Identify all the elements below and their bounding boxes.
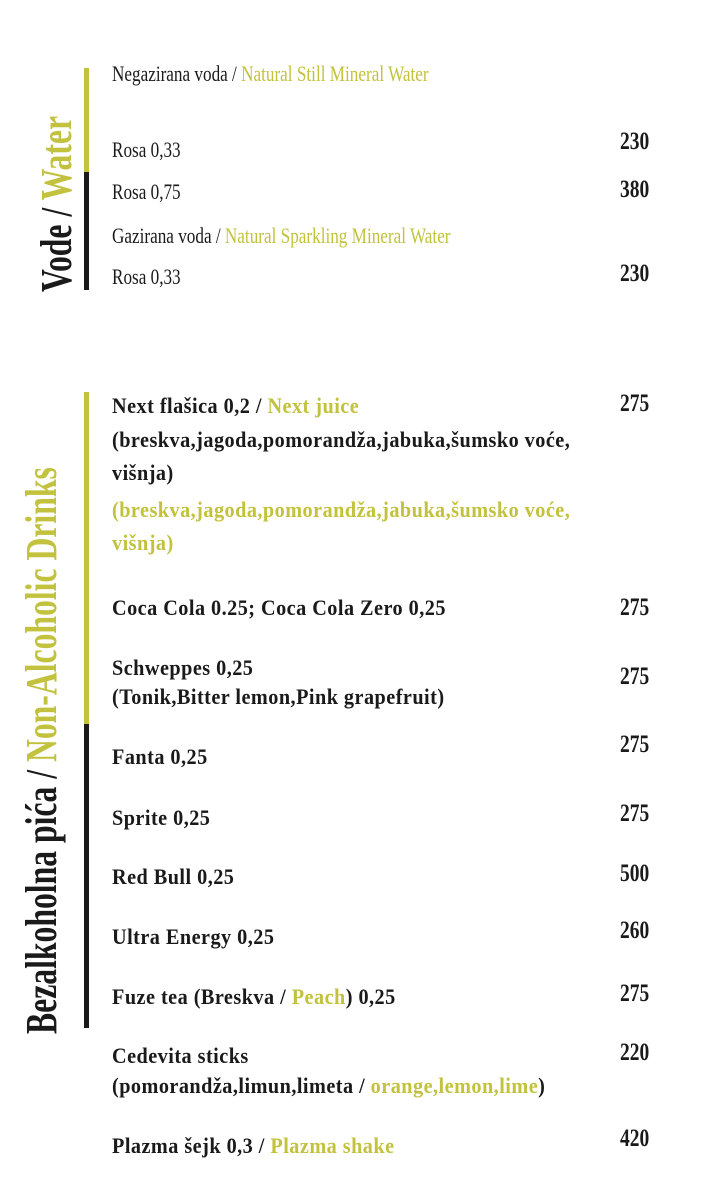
menu-item-desc-line: (Tonik,Bitter lemon,Pink grapefruit): [112, 684, 445, 709]
menu-item-price: 420: [620, 1125, 650, 1152]
menu-item-desc: [112, 424, 610, 455]
menu-item-price: 275: [620, 663, 650, 690]
menu-item-price: 220: [620, 1039, 650, 1066]
section-bar-water-accent: [84, 68, 89, 172]
menu-item-name: Rosa 0,75: [112, 179, 181, 204]
menu-item-desc-line: višnja): [112, 460, 174, 485]
menu-item-cedevita: [112, 1040, 261, 1071]
section-title-soft-sr: Bezalkoholna pića /: [17, 769, 66, 1034]
section-bar-water-dark: [84, 172, 89, 290]
menu-item-name-en: Peach: [291, 984, 346, 1009]
menu-item-desc: [112, 1070, 583, 1101]
menu-item-name: Rosa 0,33: [112, 264, 181, 289]
menu-item-desc-en-line: višnja): [112, 530, 174, 555]
menu-item-name: Sprite 0,25: [112, 805, 211, 830]
menu-item-name: Rosa 0,33: [112, 137, 181, 162]
menu-item-desc-en-line: (breskva,jagoda,pomorandža,jabuka,šumsko voće,: [112, 497, 571, 522]
menu-item-price: 380: [620, 176, 650, 203]
menu-item: [112, 134, 200, 165]
section-title-soft: [17, 467, 66, 1034]
menu-item-name-en: Plazma shake: [270, 1133, 395, 1158]
menu-item-cola: [112, 592, 475, 623]
menu-item-price: 275: [620, 390, 650, 417]
menu-item-price: 275: [620, 731, 650, 758]
section-title-soft-en: Non-Alcoholic Drinks: [17, 467, 66, 763]
still-water-label-en: Natural Still Mineral Water: [241, 61, 429, 86]
menu-item-name: Ultra Energy 0,25: [112, 924, 275, 949]
section-title-water-en: Water: [32, 115, 81, 201]
menu-item-price: 230: [620, 260, 650, 287]
menu-item-desc-en: orange,lemon,lime: [370, 1073, 539, 1098]
menu-item-fuze: [112, 981, 420, 1012]
menu-item: [112, 261, 200, 292]
menu-item-name: Coca Cola 0.25; Coca Cola Zero 0,25: [112, 595, 446, 620]
menu-item-redbull: [112, 861, 245, 892]
section-bar-soft-accent: [84, 392, 89, 724]
menu-item-desc-en: [112, 527, 179, 558]
section-title-water: [32, 115, 81, 292]
menu-item-name-en: Next juice: [267, 393, 360, 418]
menu-item-name: Red Bull 0,25: [112, 864, 235, 889]
menu-item-desc-en: [112, 494, 610, 525]
menu-item-desc: [112, 457, 179, 488]
menu-item-name: Fuze tea (Breskva /: [112, 984, 287, 1009]
menu-item-name: Plazma šejk 0,3 /: [112, 1133, 265, 1158]
menu-item-name: Cedevita sticks: [112, 1043, 249, 1068]
section-title-water-sr: Vode /: [32, 207, 81, 292]
menu-item-desc: [112, 681, 473, 712]
menu-item-desc-line: (breskva,jagoda,pomorandža,jabuka,šumsko voće,: [112, 427, 571, 452]
menu-item-price: 275: [620, 594, 650, 621]
menu-item-fanta: [112, 741, 216, 772]
menu-item-price: 275: [620, 800, 650, 827]
menu-item-desc-suffix: ): [538, 1073, 546, 1098]
still-water-heading: [112, 58, 518, 89]
menu-item-plazma: [112, 1130, 419, 1161]
menu-item-name: Fanta 0,25: [112, 744, 208, 769]
sparkling-water-label-en: Natural Sparkling Mineral Water: [224, 223, 451, 248]
menu-item-price: 260: [620, 917, 650, 944]
menu-item-sprite: [112, 802, 219, 833]
menu-item-name: Next flašica 0,2 /: [112, 393, 262, 418]
menu-item-next: [112, 390, 381, 421]
menu-item-name-suffix: ) 0,25: [345, 984, 396, 1009]
menu-item-desc-line: (pomorandža,limun,limeta /: [112, 1073, 366, 1098]
menu-item-schweppes: [112, 652, 266, 683]
menu-item: [112, 176, 200, 207]
sparkling-water-label: Gazirana voda /: [112, 223, 221, 248]
menu-item-name: Schweppes 0,25: [112, 655, 254, 680]
still-water-label: Negazirana voda /: [112, 61, 237, 86]
menu-item-ultra: [112, 921, 289, 952]
menu-item-price: 500: [620, 860, 650, 887]
menu-item-price: 275: [620, 980, 650, 1007]
sparkling-water-heading: [112, 220, 546, 251]
menu-item-price: 230: [620, 128, 650, 155]
section-bar-soft-dark: [84, 724, 89, 1028]
